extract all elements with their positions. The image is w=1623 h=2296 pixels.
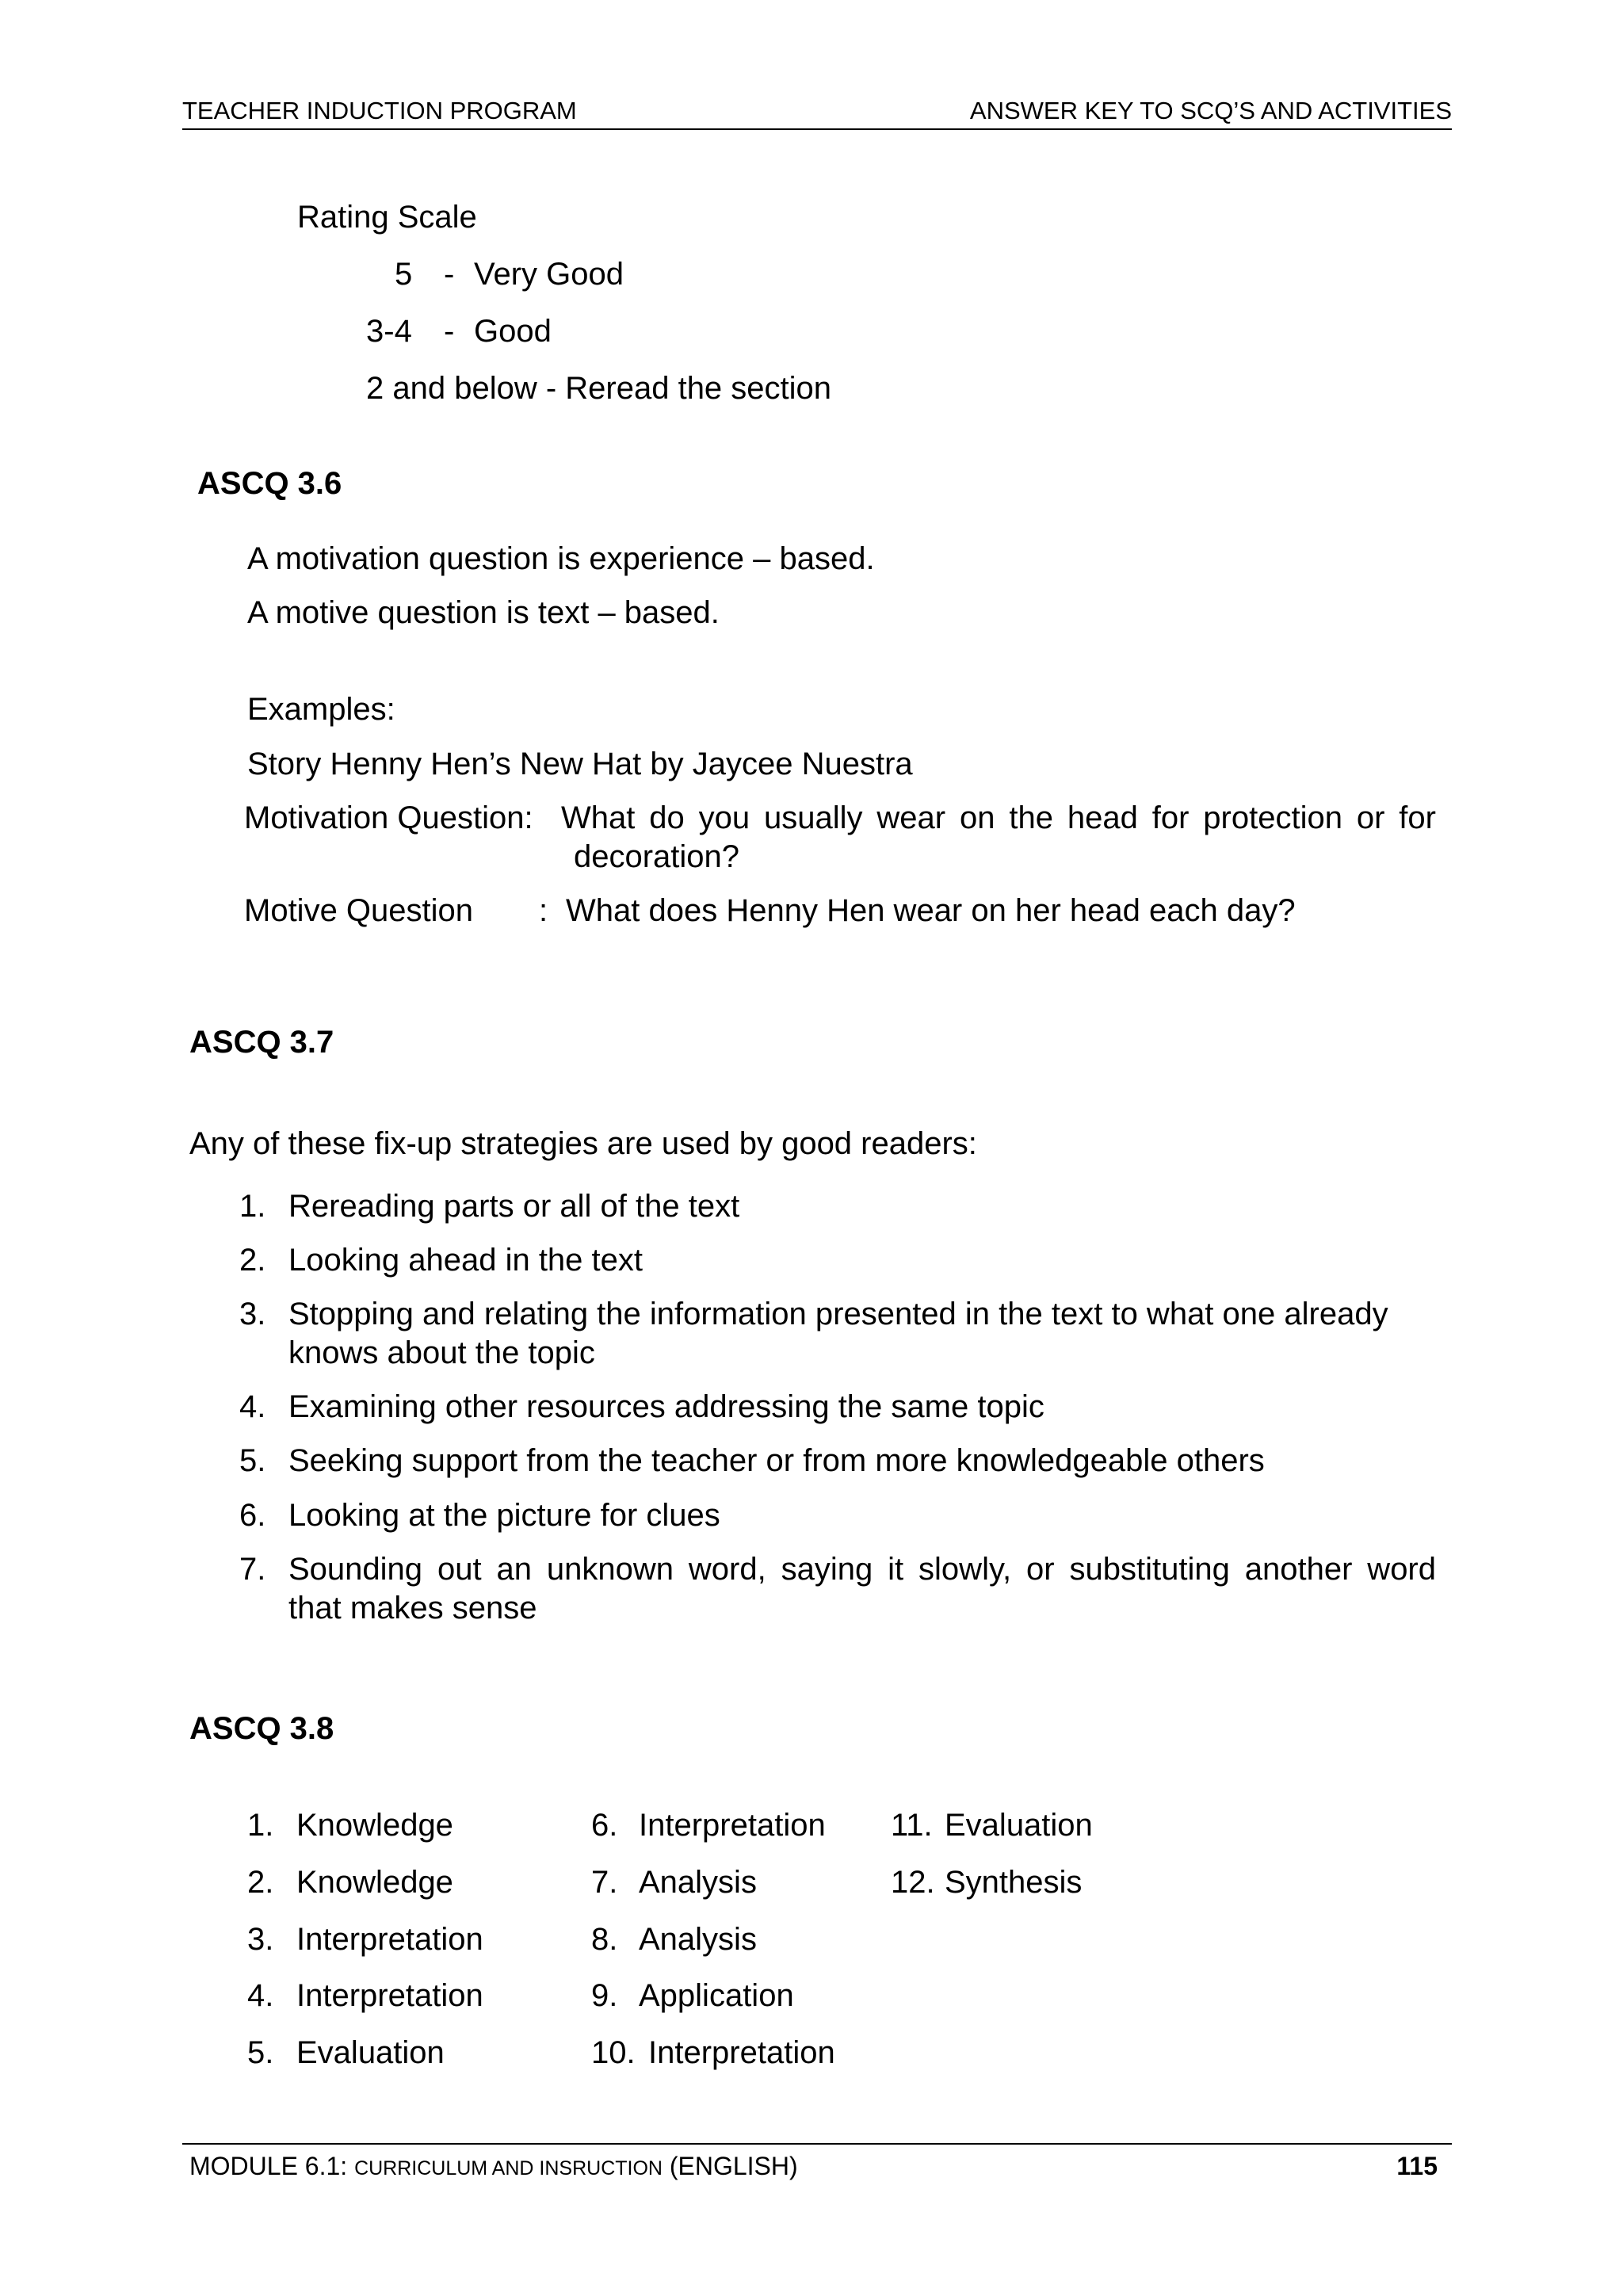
rating-dash: - <box>444 257 455 292</box>
answer-text: Evaluation <box>296 2035 445 2070</box>
list-number: 3. <box>239 1297 266 1331</box>
answer-number: 9. <box>591 1978 618 2013</box>
body-line: A motivation question is experience – based. <box>247 541 875 576</box>
answer-number: 12. <box>891 1865 935 1900</box>
footer-subject: CURRICULUM AND INSRUCTION <box>354 2157 663 2179</box>
header-left: TEACHER INDUCTION PROGRAM <box>182 97 577 124</box>
footer-module-number: MODULE 6.1: <box>189 2152 348 2180</box>
list-item: Examining other resources addressing the same topic <box>288 1389 1044 1424</box>
motivation-label: Motivation Question: <box>244 800 533 835</box>
answer-text: Analysis <box>639 1922 757 1957</box>
answer-text: Interpretation <box>296 1978 483 2013</box>
list-number: 5. <box>239 1443 266 1478</box>
answer-number: 5. <box>247 2035 274 2070</box>
rating-last: 2 and below - Reread the section <box>366 371 832 406</box>
answer-text: Analysis <box>639 1865 757 1900</box>
list-item: Looking at the picture for clues <box>288 1498 720 1533</box>
list-number: 1. <box>239 1189 266 1224</box>
answer-text: Interpretation <box>648 2035 835 2070</box>
motive-label: Motive Question <box>244 893 474 928</box>
list-item-cont: that makes sense <box>288 1591 537 1626</box>
answer-number: 10. <box>591 2035 636 2070</box>
answer-number: 4. <box>247 1978 274 2013</box>
answer-number: 6. <box>591 1808 618 1843</box>
answer-text: Interpretation <box>639 1808 826 1843</box>
section-heading: ASCQ 3.7 <box>189 1025 334 1060</box>
motive-colon: : <box>539 893 548 928</box>
list-item: Looking ahead in the text <box>288 1243 643 1278</box>
rating-dash: - <box>444 314 455 349</box>
answer-text: Evaluation <box>945 1808 1093 1843</box>
section-heading: ASCQ 3.8 <box>189 1711 334 1746</box>
list-number: 6. <box>239 1498 266 1533</box>
answer-number: 2. <box>247 1865 274 1900</box>
page-number: 115 <box>1396 2152 1438 2180</box>
rating-label: Good <box>474 314 552 349</box>
rating-score: 3-4 <box>366 314 412 349</box>
answer-number: 11. <box>891 1808 933 1843</box>
footer-language: (ENGLISH) <box>669 2152 798 2180</box>
rating-score: 5 <box>395 257 413 292</box>
answer-text: Interpretation <box>296 1922 483 1957</box>
header-rule <box>182 128 1452 130</box>
list-item-cont: knows about the topic <box>288 1335 595 1370</box>
list-item: Sounding out an unknown word, saying it slowly, or substituting another word <box>288 1552 1436 1587</box>
answer-number: 8. <box>591 1922 618 1957</box>
answer-number: 7. <box>591 1865 618 1900</box>
story-line: Story Henny Hen’s New Hat by Jaycee Nuestra <box>247 747 913 781</box>
answer-text: Synthesis <box>945 1865 1083 1900</box>
section-heading: ASCQ 3.6 <box>197 466 342 501</box>
list-number: 7. <box>239 1552 266 1587</box>
list-item: Stopping and relating the information presented in the text to what one already <box>288 1297 1388 1331</box>
motivation-text-cont: decoration? <box>574 839 740 874</box>
rating-label: Very Good <box>474 257 624 292</box>
body-line: A motive question is text – based. <box>247 595 720 630</box>
intro-line: Any of these fix-up strategies are used by good readers: <box>189 1126 977 1161</box>
answer-number: 1. <box>247 1808 274 1843</box>
motive-text: What does Henny Hen wear on her head each day? <box>566 893 1296 928</box>
list-number: 2. <box>239 1243 266 1278</box>
rating-title: Rating Scale <box>297 200 477 235</box>
header-right: ANSWER KEY TO SCQ’S AND ACTIVITIES <box>969 97 1452 124</box>
answer-number: 3. <box>247 1922 274 1957</box>
motivation-text: What do you usually wear on the head for protection or for <box>561 800 1436 835</box>
list-item: Seeking support from the teacher or from more knowledgeable others <box>288 1443 1265 1478</box>
examples-label: Examples: <box>247 692 395 727</box>
answer-text: Knowledge <box>296 1865 453 1900</box>
list-number: 4. <box>239 1389 266 1424</box>
answer-text: Knowledge <box>296 1808 453 1843</box>
list-item: Rereading parts or all of the text <box>288 1189 740 1224</box>
answer-text: Application <box>639 1978 794 2013</box>
footer-module <box>189 2150 798 2184</box>
footer-rule <box>182 2143 1452 2145</box>
